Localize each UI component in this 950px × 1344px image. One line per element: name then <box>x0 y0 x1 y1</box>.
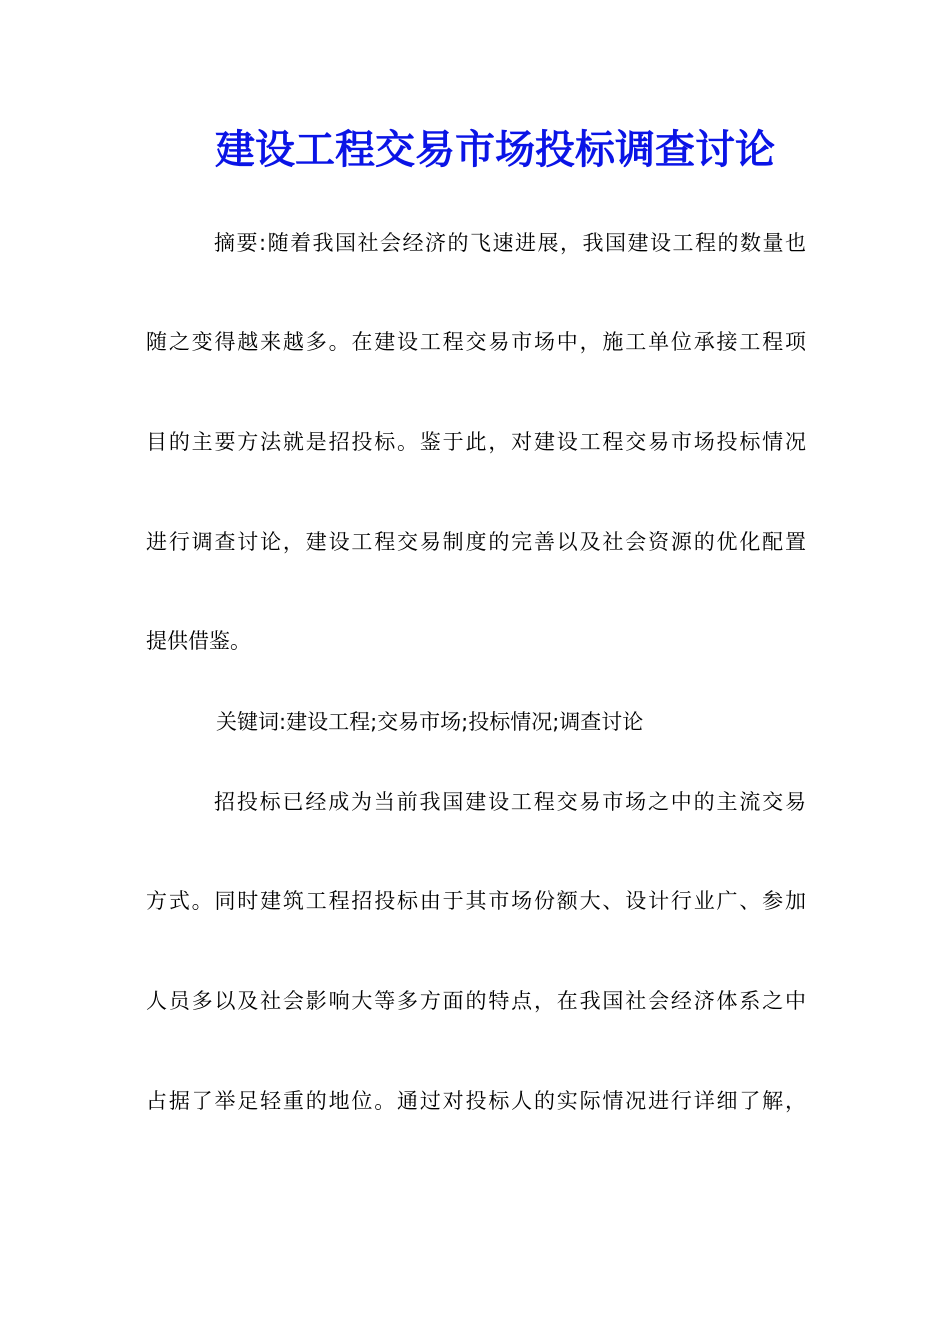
abstract-line-2: 随之变得越来越多。在建设工程交易市场中，施工单位承接工程项 <box>146 330 806 354</box>
body-line-3: 人员多以及社会影响大等多方面的特点，在我国社会经济体系之中 <box>146 989 806 1013</box>
body-line-1: 招投标已经成为当前我国建设工程交易市场之中的主流交易 <box>214 790 806 814</box>
abstract-line-3: 目的主要方法就是招投标。鉴于此，对建设工程交易市场投标情况 <box>146 430 806 454</box>
abstract-line-1: 摘要:随着我国社会经济的飞速进展，我国建设工程的数量也 <box>214 231 806 255</box>
abstract-line-5: 提供借鉴。 <box>146 629 251 653</box>
body-line-2: 方式。同时建筑工程招投标由于其市场份额大、设计行业广、参加 <box>146 889 806 913</box>
document-title: 建设工程交易市场投标调查讨论 <box>215 126 775 173</box>
keywords-line: 关键词:建设工程;交易市场;投标情况;调查讨论 <box>216 710 644 734</box>
body-line-4: 占据了举足轻重的地位。通过对投标人的实际情况进行详细了解， <box>146 1089 806 1113</box>
abstract-line-4: 进行调查讨论，建设工程交易制度的完善以及社会资源的优化配置 <box>146 530 806 554</box>
